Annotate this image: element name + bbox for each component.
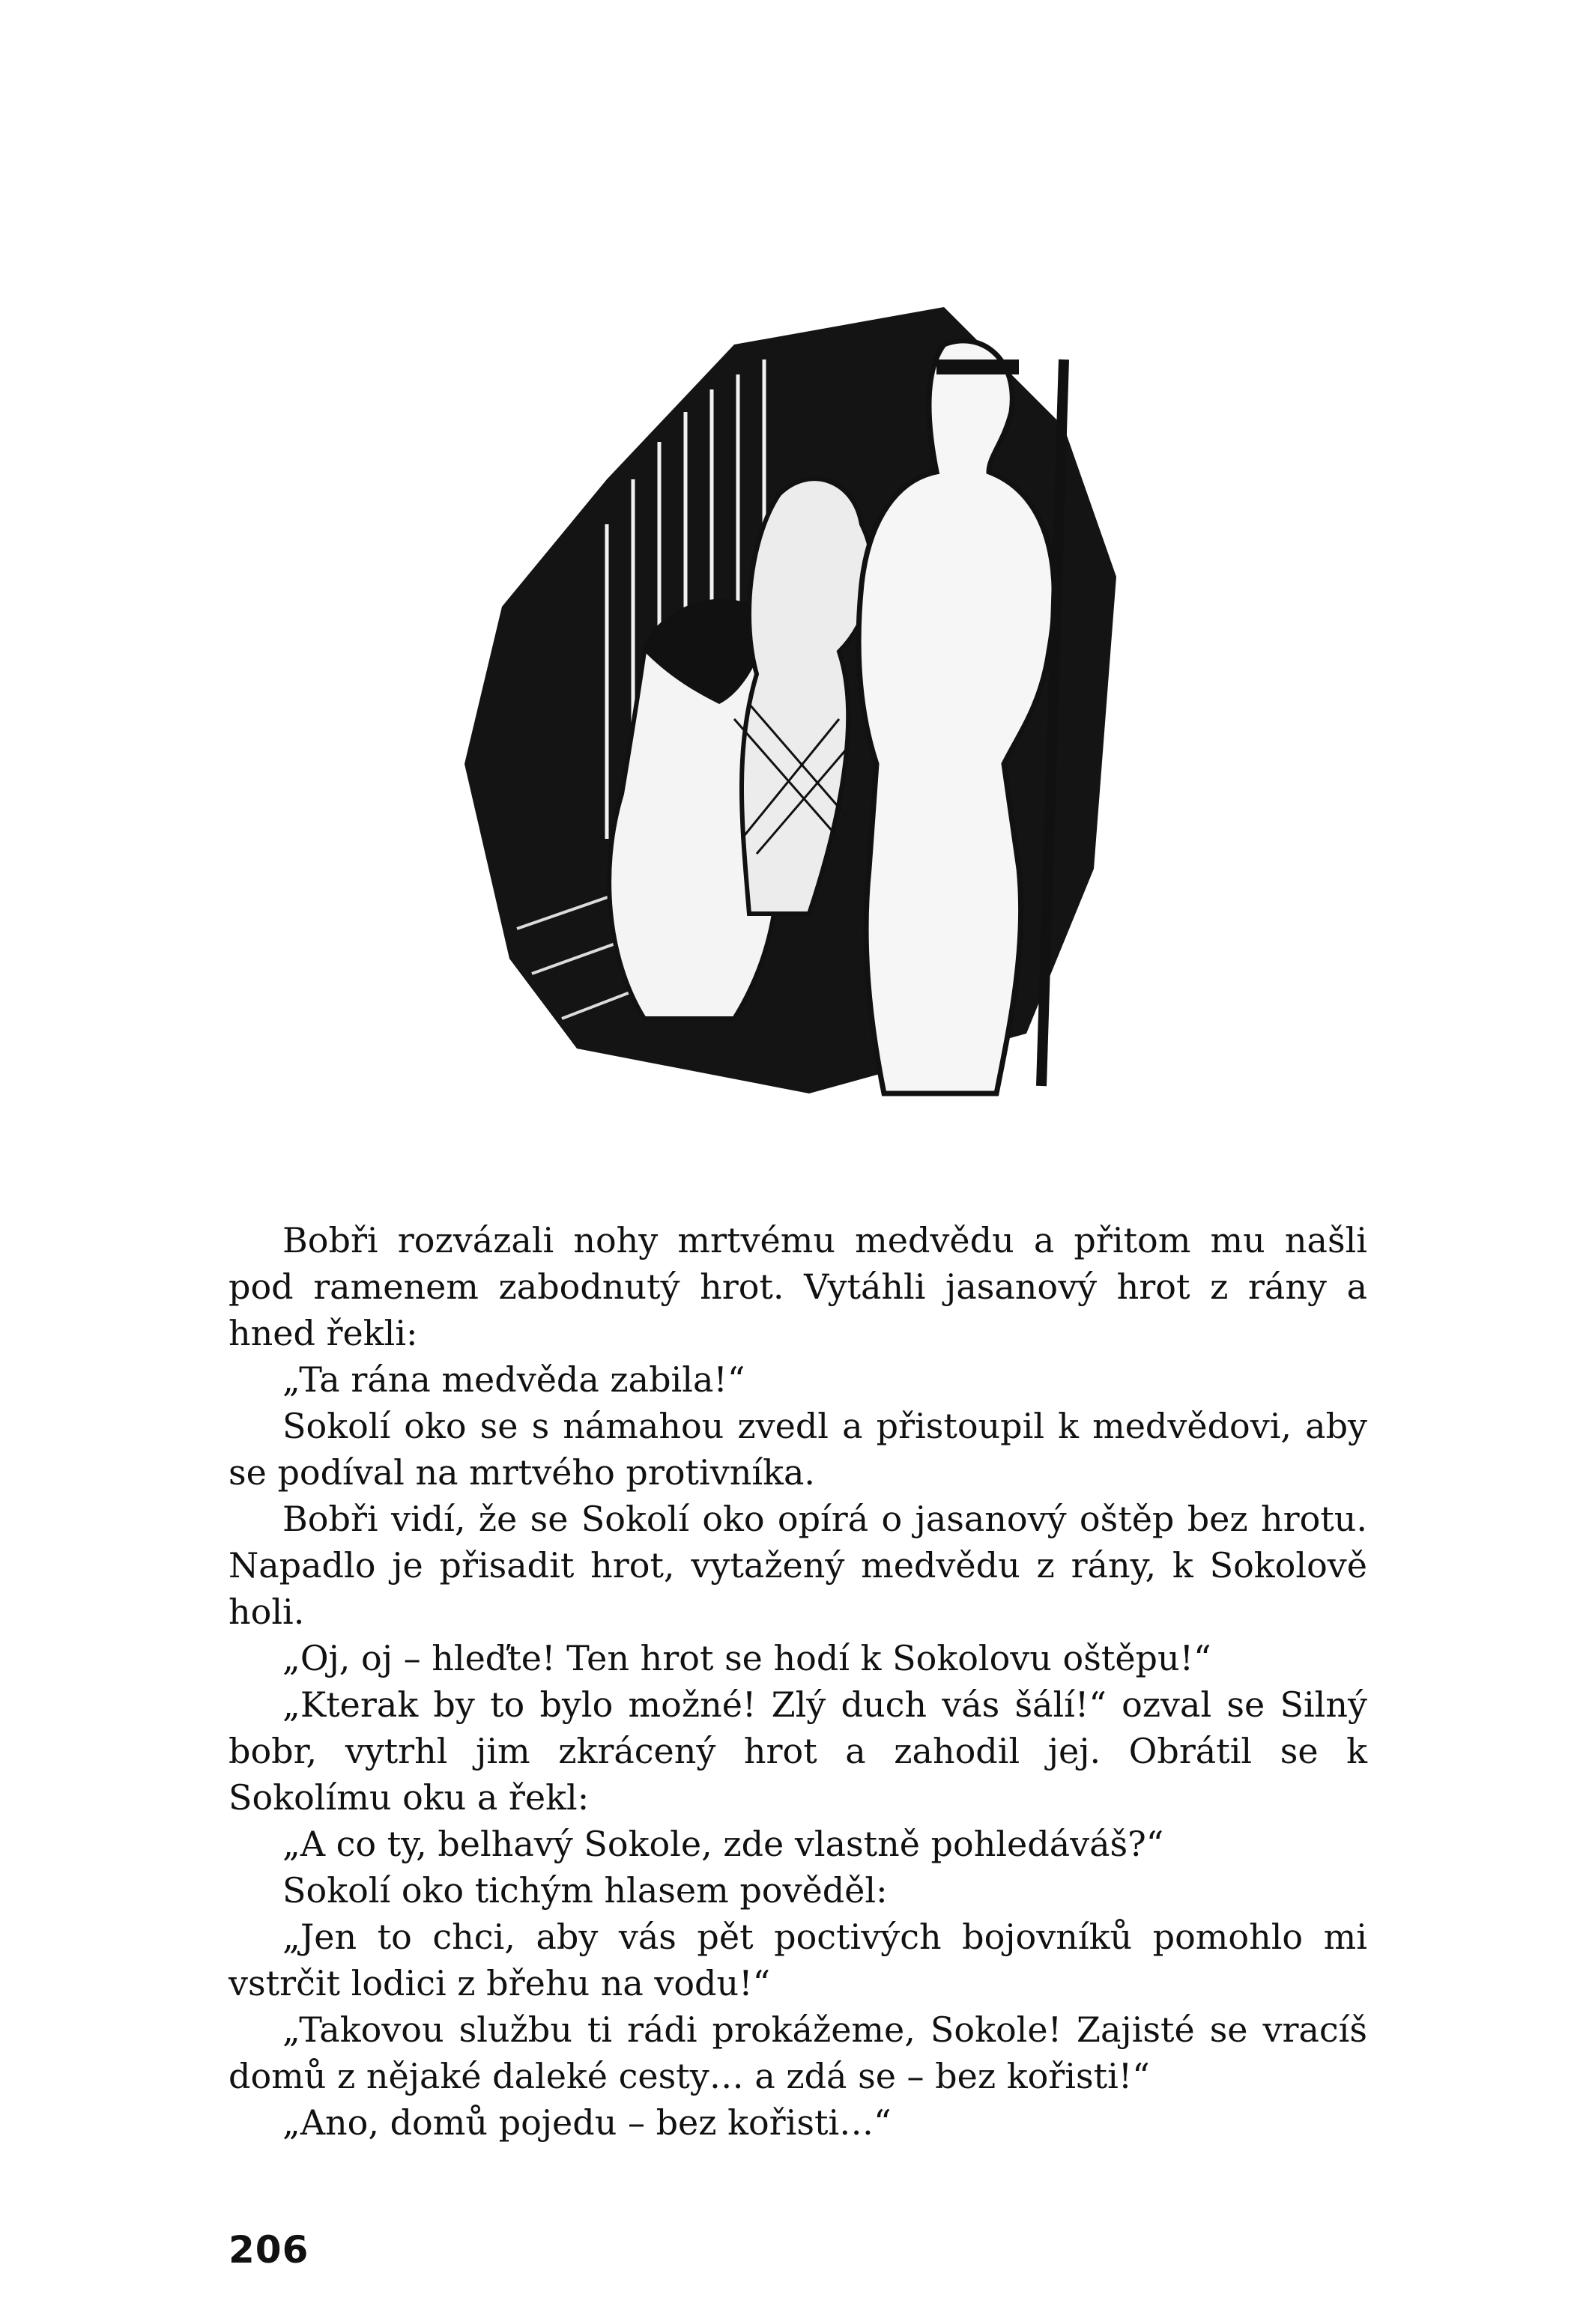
figure-warrior-headband: [936, 359, 1019, 374]
paragraph: „A co ty, belhavý Sokole, zde vlastně pohledáváš?“: [282, 1824, 1164, 1864]
body-text: [228, 1217, 1367, 2146]
paragraph: Sokolí oko tichým hlasem pověděl:: [282, 1870, 888, 1911]
paragraph: „Ta rána medvěda zabila!“: [282, 1359, 745, 1400]
paragraph: Bobři rozvázali nohy mrtvému medvědu a přitom mu našli pod ramenem zabodnutý hrot. Vytáhli jasanový hrot z rány a hned řekli:: [228, 1220, 1367, 1353]
paragraph: „Kterak by to bylo možné! Zlý duch vás šálí!“ ozval se Silný bobr, vytrhl jim zkrácený hrot a zahodil jej. Obrátil se k Sokolímu oku a řekl:: [228, 1684, 1367, 1818]
paragraph: „Oj, oj – hleďte! Ten hrot se hodí k Sokolovu oštěpu!“: [282, 1638, 1211, 1678]
paragraph: Bobři vidí, že se Sokolí oko opírá o jasanový oštěp bez hrotu. Napadlo je přisadit hrot, vytažený medvědu z rány, k Sokolově holi.: [228, 1499, 1367, 1632]
paragraph: „Jen to chci, aby vás pět poctivých bojovníků pomohlo mi vstrčit lodici z břehu na vodu!“: [228, 1917, 1367, 2003]
page-number: 206: [228, 2228, 309, 2272]
paragraph: „Takovou službu ti rádi prokážeme, Sokole! Zajisté se vracíš domů z nějaké daleké cesty… a zdá se – bez kořisti!“: [228, 2009, 1367, 2096]
illustration: [420, 300, 1169, 1101]
paragraph: „Ano, domů pojedu – bez kořisti…“: [282, 2102, 892, 2143]
paragraph: Sokolí oko se s námahou zvedl a přistoupil k medvědovi, aby se podíval na mrtvého protivníka.: [228, 1406, 1367, 1493]
